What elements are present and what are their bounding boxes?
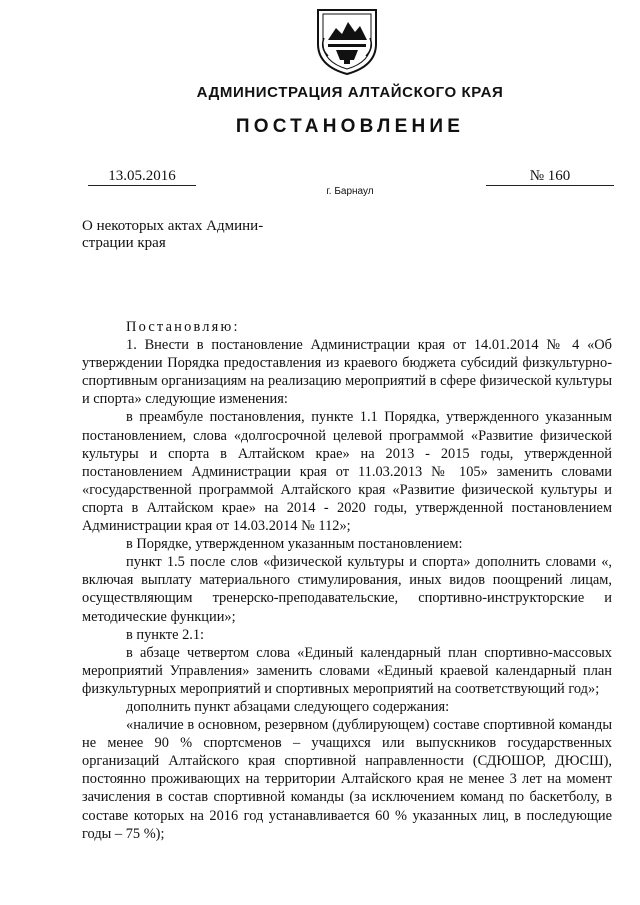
document-body bbox=[82, 318, 612, 843]
document-number: № 160 bbox=[486, 168, 614, 186]
document-date: 13.05.2016 bbox=[88, 168, 196, 186]
body-paragraph: в абзаце четвертом слова «Единый календарный план спортивно-массовых мероприятий Управления» заменить словами «Единый краевой календарный план физкультурных мероприятий и спортивных мероприятий на соответствующий год»; bbox=[82, 644, 612, 697]
body-paragraph: пункт 1.5 после слов «физической культуры и спорта» дополнить словами «, включая выплату материального стимулирования, иных видов поощрений лицам, осуществляющим тренерско-преподавательские, спортивно-инструкторские и методические функции»; bbox=[82, 554, 612, 625]
body-paragraph: «наличие в основном, резервном (дублирующем) составе спортивной команды не менее 90 % спортсменов – учащихся или выпускников государственных организаций Алтайского края спортивной направленности (СДЮШОР, ДЮСШ), постоянно проживающих на территории Алтайского края не менее 3 лет на момент зачисления в состав спортивной команды (за исключением команд по баскетболу, в составе которых на 2016 год устанавливается 60 % указанных лиц, в последующие годы – 75 %); bbox=[82, 717, 612, 842]
coat-of-arms-icon bbox=[314, 4, 380, 76]
body-paragraph: 1. Внести в постановление Администрации края от 14.01.2014 № 4 «Об утверждении Порядка предоставления из краевого бюджета субсидий физкультурно-спортивным организациям на реализацию мероприятий в сфере физической культуры и спорта» следующие изменения: bbox=[82, 337, 612, 408]
document-city: г. Барнаул bbox=[326, 186, 374, 197]
body-paragraph: в Порядке, утвержденном указанным постановлением: bbox=[126, 536, 463, 553]
document-type-title: ПОСТАНОВЛЕНИЕ bbox=[235, 116, 465, 137]
body-paragraph: дополнить пункт абзацами следующего содержания: bbox=[126, 698, 450, 715]
resolution-lead: Постановляю: bbox=[126, 319, 240, 335]
subject-line: О некоторых актах Админи- bbox=[82, 218, 264, 234]
body-paragraph: в преамбуле постановления, пункте 1.1 Порядка, утвержденного указанным постановлением, слова «долгосрочной целевой программой «Развитие физической культуры и спорта в Алтайском крае» на 2013 - 2015 годы, утвержденной постановлением Администрации края от 11.03.2013 № 105» заменить словами «государственной программой Алтайского края «Развитие физической культуры и спорта в Алтайском крае» на 2014 - 2020 годы, утвержденной постановлением Администрации края от 14.03.2014 № 112»; bbox=[82, 409, 612, 535]
organization-title: АДМИНИСТРАЦИЯ АЛТАЙСКОГО КРАЯ bbox=[196, 84, 504, 101]
document-subject bbox=[82, 218, 302, 252]
body-paragraph: в пункте 2.1: bbox=[126, 626, 205, 643]
subject-line: страции края bbox=[82, 235, 166, 251]
